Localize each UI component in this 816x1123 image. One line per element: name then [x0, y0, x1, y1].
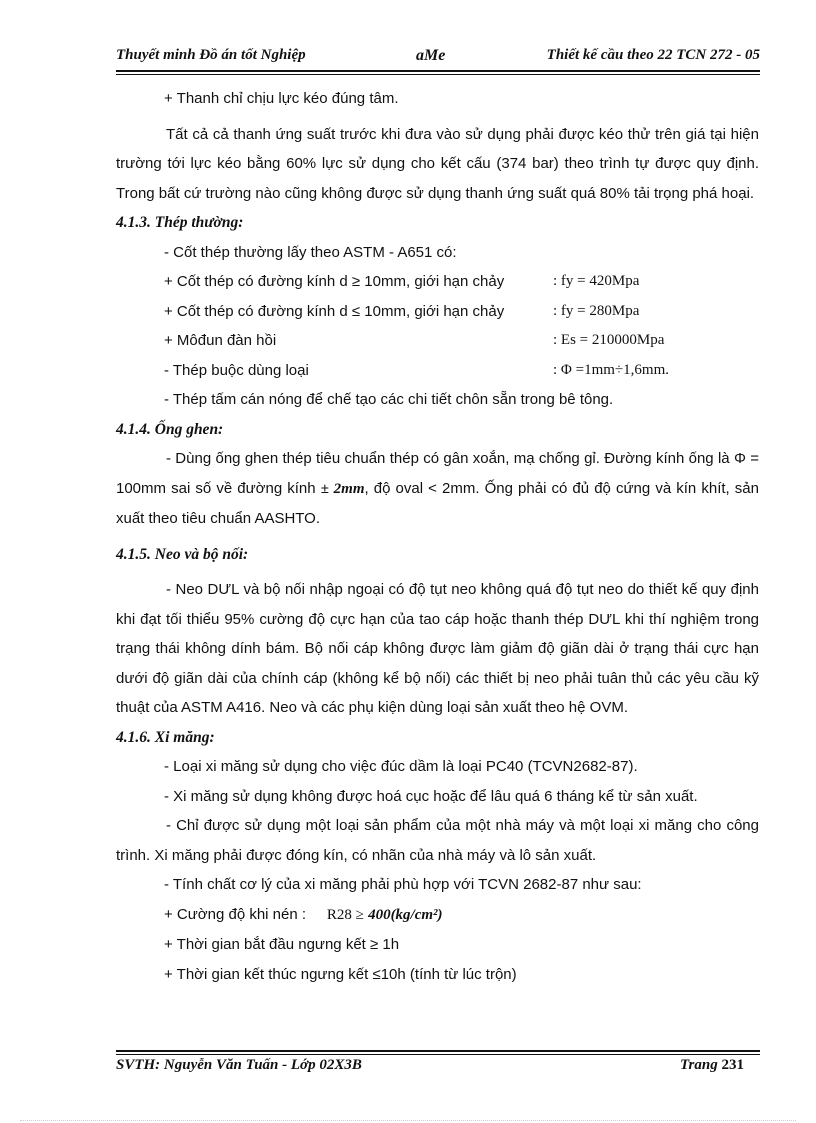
paragraph: - Chỉ được sử dụng một loại sản phẩm của một nhà máy và một loại xi măng cho công trình. Xi măng phải được đóng kín, có nhãn của nhà máy và lô sản xuất.	[116, 817, 759, 864]
formula-value: 400(kg/cm²)	[368, 906, 443, 923]
page-number	[680, 1057, 744, 1074]
footer-author: SVTH: Nguyễn Văn Tuấn - Lớp 02X3B	[116, 1057, 362, 1073]
spec-row	[116, 297, 759, 327]
spec-value: : Φ =1mm÷1,6mm.	[553, 361, 669, 378]
text: + Cường độ khi nén :	[164, 905, 307, 923]
header-right: Thiết kế cầu theo 22 TCN 272 - 05	[546, 47, 760, 63]
page-label: Trang	[679, 1057, 718, 1073]
section-heading: 4.1.5. Neo và bộ nối:	[116, 545, 249, 563]
spec-label: + Cốt thép có đường kính d ≤ 10mm, giới hạn chảy	[164, 302, 505, 320]
header-left: Thuyết minh Đồ án tốt Nghiệp	[116, 47, 306, 63]
page-content	[116, 84, 759, 989]
page-number-value: 231	[721, 1057, 744, 1073]
paragraph: + Thời gian bắt đầu ngưng kết ≥ 1h	[164, 936, 400, 953]
spec-row	[116, 326, 759, 356]
page-edge	[20, 1120, 796, 1121]
footer-rule	[116, 1050, 760, 1052]
text: - Dùng ống ghen thép tiêu chuẩn thép có gân xoắn, mạ chống gỉ. Đường kính ống là Φ = 100mm sai số về đường kính	[116, 450, 759, 497]
paragraph: - Tính chất cơ lý của xi măng phải phù hợp với TCVN 2682-87 như sau:	[164, 876, 642, 893]
section-heading: 4.1.4. Ống ghen:	[116, 420, 224, 438]
formula: R28 ≥	[326, 906, 364, 923]
spec-label: + Cốt thép có đường kính d ≥ 10mm, giới hạn chảy	[164, 273, 505, 290]
tolerance-value: ± 2mm	[320, 480, 365, 497]
section-heading: 4.1.6. Xi măng:	[116, 728, 215, 746]
header-rule	[116, 70, 760, 72]
spec-value: : fy = 280Mpa	[553, 302, 640, 319]
header-logo: aMe	[416, 47, 446, 64]
paragraph	[116, 900, 759, 931]
section-heading: 4.1.3. Thép thường:	[116, 214, 244, 231]
paragraph	[116, 444, 759, 534]
paragraph: + Thời gian kết thúc ngưng kết ≤10h (tính từ lúc trộn)	[164, 965, 517, 983]
paragraph: Tất cả cả thanh ứng suất trước khi đưa vào sử dụng phải được kéo thử trên giá tại hiện trường tới lực kéo bằng 60% lực sử dụng cho kết cấu (374 bar) theo trình tự được quy định. Trong bất cứ trường nào cũng không được sử dụng thanh ứng suất quá 80% tải trọng phá hoại.	[116, 125, 759, 202]
text: , độ oval < 2mm. Ống phải có đủ độ cứng và kín khít, sản xuất theo tiêu chuẩn AASHTO.	[116, 479, 759, 527]
paragraph: + Thanh chỉ chịu lực kéo đúng tâm.	[164, 90, 399, 107]
spec-row	[116, 267, 759, 297]
page-footer	[116, 1057, 760, 1074]
page-header	[116, 47, 760, 69]
spec-label: - Thép buộc dùng loại	[164, 361, 309, 379]
spec-label: + Môđun đàn hồi	[164, 332, 277, 349]
footer-rule-thin	[116, 1054, 760, 1055]
paragraph: - Cốt thép thường lấy theo ASTM - A651 có:	[164, 243, 457, 261]
paragraph: - Thép tấm cán nóng để chế tạo các chi tiết chôn sẵn trong bê tông.	[164, 391, 614, 408]
header-rule-thin	[116, 74, 760, 75]
spec-value: : fy = 420Mpa	[553, 273, 640, 289]
paragraph: - Loại xi măng sử dụng cho việc đúc dầm là loại PC40 (TCVN2682-87).	[164, 758, 638, 775]
paragraph: - Xi măng sử dụng không được hoá cục hoặc để lâu quá 6 tháng kể từ sản xuất.	[164, 787, 698, 805]
spec-value: : Es = 210000Mpa	[553, 332, 665, 348]
paragraph: - Neo DƯL và bộ nối nhập ngoại có độ tụt neo không quá độ tụt neo do thiết kế quy định khi đạt tối thiểu 95% cường độ cực hạn của tao cáp hoặc thanh thép DƯL khi thí nghiệm trong trạng thái không dính bám. Bộ nối cáp không được làm giảm độ giãn dài ở trạng thái cực hạn dưới độ giãn dài của chính cáp (không kể bộ nối) các thiết bị neo phải tuân thủ các yêu cầu kỹ thuật của ASTM A416. Neo và các phụ kiện dùng loại sản xuất theo hệ OVM.	[116, 581, 759, 716]
spec-row	[116, 356, 759, 386]
